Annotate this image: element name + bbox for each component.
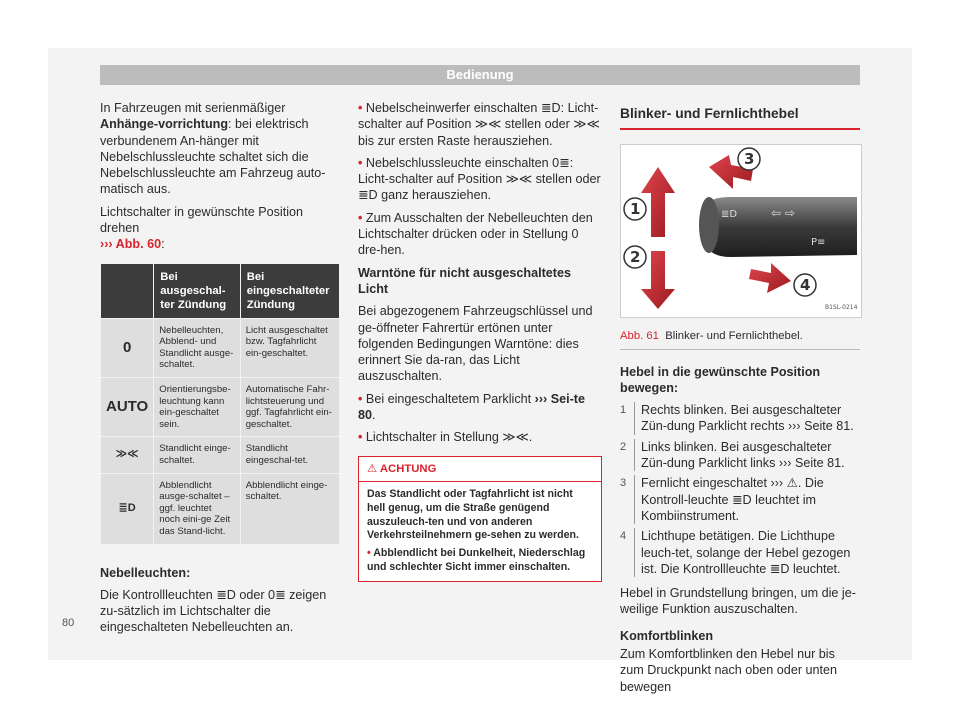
page-number: 80 [62, 617, 75, 629]
table-cell: Licht ausgeschaltet bzw. Tagfahrlicht ein-geschaltet. [240, 318, 339, 377]
svg-text:4: 4 [800, 276, 811, 295]
svg-text:3: 3 [744, 150, 755, 169]
header-band: Bedienung [100, 65, 860, 85]
switch-position-symbol: 0 [101, 318, 154, 377]
column-right [620, 100, 860, 701]
table-row [101, 318, 340, 377]
arrow-up-icon [641, 167, 675, 237]
figure-link[interactable]: ››› Abb. 60 [100, 237, 162, 252]
svg-text:⇦ ⇨: ⇦ ⇨ [771, 206, 795, 221]
bullet-item: • Lichtschalter in Stellung ≫≪. [358, 430, 533, 445]
reset-paragraph: Hebel in Grundstellung bringen, um die je-weilige Funktion auszuschalten. [620, 586, 856, 617]
arrow-forward-icon [749, 263, 791, 293]
list-item: 4 Lichthupe betätigen. Die Lichthupe leuch-tet, solange der Hebel gezogen ist. Die Kontrollleuchte ≣D leuchtet. [620, 529, 851, 576]
bullet-item: • Nebelschlussleuchte einschalten 0≣: Licht-schalter auf Position ≫≪ stellen oder ≣D ganz herausziehen. [358, 155, 601, 203]
lever-illustration [621, 145, 859, 315]
bullet-item: • Nebelscheinwerfer einschalten ≣D: Licht-schalter auf Position ≫≪ stellen oder ≫≪ bis zur ersten Raste herausziehen. [358, 101, 600, 148]
svg-text:1: 1 [630, 200, 641, 219]
list-item: 2 Links blinken. Bei ausgeschalteter Zün-dung Parklicht links ››› Seite 81. [620, 439, 845, 471]
page-link[interactable]: ››› Sei-te 80 [358, 391, 585, 423]
caution-text: Das Standlicht oder Tagfahrlicht ist nicht hell genug, um die Straße genügend auszuleuch-ten und von anderen Verkehrsteilnehmern ge-sehen zu werden. [367, 487, 579, 542]
low-beam-icon: ≣D [101, 473, 154, 544]
table-cell: Automatische Fahr-lichtsteuerung und ggf. Tagfahrlicht ein-geschaltet. [240, 378, 339, 437]
fog-lights-heading: Nebelleuchten: [100, 565, 191, 580]
svg-text:2: 2 [630, 248, 641, 267]
table-row [101, 437, 340, 473]
fog-lights-text: Die Kontrollleuchten ≣D oder 0≣ zeigen zu-sätzlich im Lichtschalter die eingeschalteten Nebelleuchten an. [100, 587, 327, 635]
bullet-item: • Bei eingeschaltetem Parklicht ››› Sei-te 80. [358, 391, 585, 423]
list-item: 1 Rechts blinken. Bei ausgeschalteter Zün-dung Parklicht rechts ››› Seite 81. [620, 403, 854, 434]
warning-triangle-icon: ⚠ [367, 462, 378, 475]
switch-position-symbol: AUTO [101, 378, 154, 437]
table-cell: Standlicht einge-schaltet. [154, 437, 240, 473]
table-cell: Abblendlicht einge-schaltet. [240, 473, 339, 544]
column-middle [358, 100, 602, 582]
comfort-heading: Komfortblinken [620, 628, 714, 643]
svg-text:P≡: P≡ [811, 237, 826, 249]
warning-tones-text: Bei abgezogenem Fahrzeugschlüssel und ge-öffneter Fahrertür ertönen unter folgenden Bedingungen Warntöne: dies erinnert Sie da-ran, das Licht auszuschalten. [358, 304, 593, 384]
caution-bullet: • Abblendlicht bei Dunkelheit, Niederschlag und schlechter Sicht immer einschalten. [367, 547, 586, 573]
parking-light-icon: ≫≪ [101, 437, 154, 473]
caution-body [359, 482, 601, 581]
table-cell: Standlicht eingeschal-tet. [240, 437, 339, 473]
svg-text:≣D: ≣D [721, 209, 738, 221]
column-left [100, 100, 340, 642]
lever-tip [699, 197, 719, 253]
figure-caption: Abb. 61 Blinker- und Fernlichthebel. [620, 324, 860, 349]
table-header-on: Bei eingeschalteter Zündung [240, 263, 339, 318]
list-item: 3 Fernlicht eingeschaltet ››› ⚠. Die Kontroll-leuchte ≣D leuchtet im Kombiinstrument. [620, 476, 824, 523]
steps-heading: Hebel in die gewünschte Position bewegen: [620, 364, 821, 395]
section-title: Blinker- und Fernlichthebel [620, 106, 860, 130]
instruction-paragraph: Lichtschalter in gewünschte Position drehen ››› Abb. 60: [100, 204, 304, 252]
table-header-empty [101, 263, 154, 318]
comfort-text: Zum Komfortblinken den Hebel nur bis zum Druckpunkt nach oben oder unten bewegen [620, 647, 838, 694]
table-cell: Orientierungsbe-leuchtung kann ein-geschaltet sein. [154, 378, 240, 437]
table-cell: Nebelleuchten, Abblend- und Standlicht ausge-schaltet. [154, 318, 240, 377]
light-switch-table [100, 263, 340, 545]
table-cell: Abblendlicht ausge-schaltet – ggf. leuchtet noch eini-ge Zeit das Stand-licht. [154, 473, 240, 544]
figure-lever [620, 144, 862, 318]
caution-header: ⚠ ACHTUNG [359, 457, 601, 482]
figure-code: B1SL-0214 [825, 304, 858, 312]
table-header-off: Bei ausgeschal-ter Zündung [154, 263, 240, 318]
bullet-item: • Zum Ausschalten der Nebelleuchten den Lichtschalter drücken oder in Stellung 0 dre-hen. [358, 210, 593, 258]
table-row [101, 473, 340, 544]
table-row [101, 378, 340, 437]
warning-tones-heading: Warntöne für nicht ausgeschaltetes Licht [358, 265, 571, 296]
caution-box [358, 456, 602, 582]
intro-paragraph: In Fahrzeugen mit serienmäßiger Anhänge-vorrichtung: bei elektrisch verbundenem An-hänger mit Nebelschlussleuchte schaltet sich die Nebelschlussleuchte am Fahrzeug auto-matisch aus. [100, 101, 326, 197]
